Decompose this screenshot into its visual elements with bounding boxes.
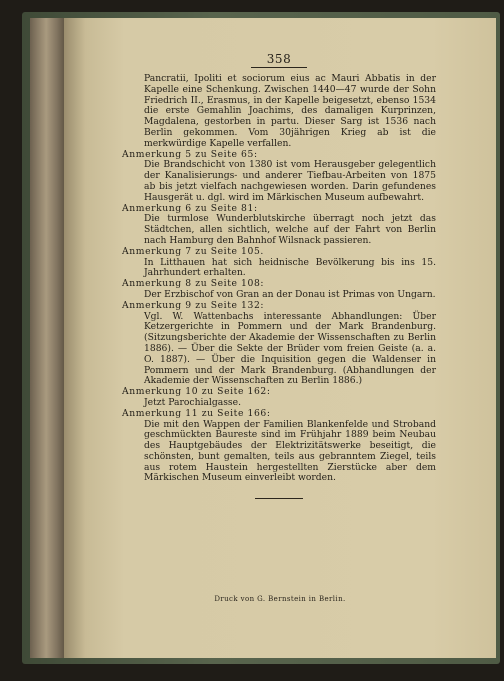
book-page — [64, 18, 496, 658]
paragraph: Jetzt Parochialgasse. — [144, 396, 241, 408]
note-heading: Anmerkung 9 zu Seite 132: — [122, 299, 265, 311]
paragraph: Pancratii, Ipoliti et sociorum eius ac Mauri Abbatis in der Kapelle eine Schenkung. Zwischen 1440—47 wurde der Sohn Friedrich II., Erasmus, in der Kapelle beigesetzt, ebenso 1534 die erste Gemahlin Joachims, des damaligen Kurprinzen, Magdalena, gestorben in partu. Dieser Sarg ist 1536 nach Berlin gekommen. Vom 30jährigen Krieg ab ist die merkwürdige Kapelle verfallen. — [144, 73, 436, 149]
note-heading: Anmerkung 5 zu Seite 65: — [122, 148, 258, 160]
paragraph: Vgl. W. Wattenbachs interessante Abhandlungen: Über Ketzergerichte in Pommern und der Mark Brandenburg. (Sitzungsberichte der Akademie der Wissenschaften zu Berlin 1886). — Über die Sekte der Brüder vom freien Geiste (a. a. O. 1887). — Über die Inquisition gegen die Waldenser in Pommern und der Mark Brandenburg. (Abhandlungen der Akademie der Wissenschaften zu Berlin 1886.) — [144, 310, 436, 387]
paragraph: Die Brandschicht von 1380 ist vom Herausgeber gelegentlich der Kanalisierungs- und anderer Tiefbau-Arbeiten von 1875 ab bis jetzt vielfach nachgewiesen worden. Darin gefundenes Hausgerät u. dgl. wird im Märkischen Museum aufbewahrt. — [144, 159, 436, 203]
note-heading: Anmerkung 7 zu Seite 105. — [122, 245, 264, 257]
paragraph: In Litthauen hat sich heidnische Bevölkerung bis ins 15. Jahrhundert erhalten. — [144, 256, 436, 279]
page-text-block — [122, 52, 436, 499]
printer-imprint: Druck von G. Bernstein in Berlin. — [214, 595, 346, 603]
note-heading: Anmerkung 6 zu Seite 81: — [122, 202, 258, 214]
note-heading: Anmerkung 11 zu Seite 166: — [122, 407, 271, 419]
note-heading: Anmerkung 10 zu Seite 162: — [122, 386, 271, 398]
book-spine — [30, 18, 66, 658]
page-number-rule — [251, 67, 307, 68]
paragraph: Der Erzbischof von Gran an der Donau ist Primas von Ungarn. — [144, 288, 436, 300]
end-rule — [255, 498, 303, 499]
paragraph: Die turmlose Wunderblutskirche überragt noch jetzt das Städtchen, allen sichtlich, welche auf der Fahrt von Berlin nach Hamburg den Bahnhof Wilsnack passieren. — [144, 213, 436, 246]
paragraph: Die mit den Wappen der Familien Blankenfelde und Stroband geschmückten Baureste sind im Frühjahr 1889 beim Neubau des Hauptgebäudes der Elektrizitätswerke beseitigt, die schönsten, bunt gemalten, teils aus gebranntem Ziegel, teils aus rotem Haustein hergestellten Zierstücke aber dem Märkischen Museum einverleibt worden. — [144, 418, 436, 484]
page-number: 358 — [266, 52, 292, 66]
note-heading: Anmerkung 8 zu Seite 108: — [122, 278, 265, 290]
